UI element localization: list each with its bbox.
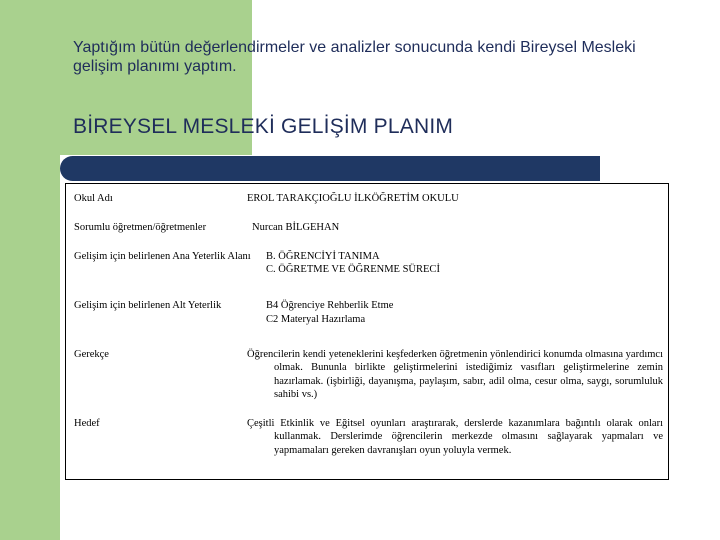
gerekce-label: Gerekçe [74,349,109,360]
ana-yeterlik-value-1: B. ÖĞRENCİYİ TANIMA [266,251,380,262]
intro-text: Yaptığım bütün değerlendirmeler ve analizler sonucunda kendi Bireysel Mesleki gelişim planımı yaptım. [73,39,636,75]
ana-yeterlik-label: Gelişim için belirlenen Ana Yeterlik Alanı [74,251,251,262]
sorumlu-value: Nurcan BİLGEHAN [252,222,340,233]
hedef-value: Çeşitli Etkinlik ve Eğitsel oyunları araştırarak, derslerde kazanımlara bağıntılı olarak onları kullanmak. Derslerimde öğrencilerin merkezde olmasını sağlayarak yapmaları ve yapmamaları gereken davranışları oyun yoluyla vermek. [247,418,663,456]
plan-table [65,183,669,480]
sorumlu-label: Sorumlu öğretmen/öğretmenler [74,222,207,233]
alt-yeterlik-value-2: C2 Materyal Hazırlama [266,314,366,325]
gerekce-value: Öğrencilerin kendi yeteneklerini keşfederken öğretmenin yönlendirici konumda olmasına yardımcı olmak. Bununla birlikte geliştirmelerini istediğimiz vasıfları geliştirmelerine zemin hazırlamak. (işbirliği, dayanışma, paylaşım, sabır, adil olma, cesur olma, saygı, sorumluluk sahibi vs.) [247,349,663,400]
ana-yeterlik-value-2: C. ÖĞRETME VE ÖĞRENME SÜRECİ [266,264,440,275]
alt-yeterlik-value-1: B4 Öğrenciye Rehberlik Etme [266,300,394,311]
title-underline-bar [60,156,600,181]
hedef-label: Hedef [74,418,100,429]
okul-adi-label: Okul Adı [74,193,113,204]
alt-yeterlik-label: Gelişim için belirlenen Alt Yeterlik [74,300,222,311]
okul-adi-value: EROL TARAKÇIOĞLU İLKÖĞRETİM OKULU [247,193,459,204]
left-green-band [0,0,60,540]
page-title: BİREYSEL MESLEKİ GELİŞİM PLANIM [73,115,454,138]
